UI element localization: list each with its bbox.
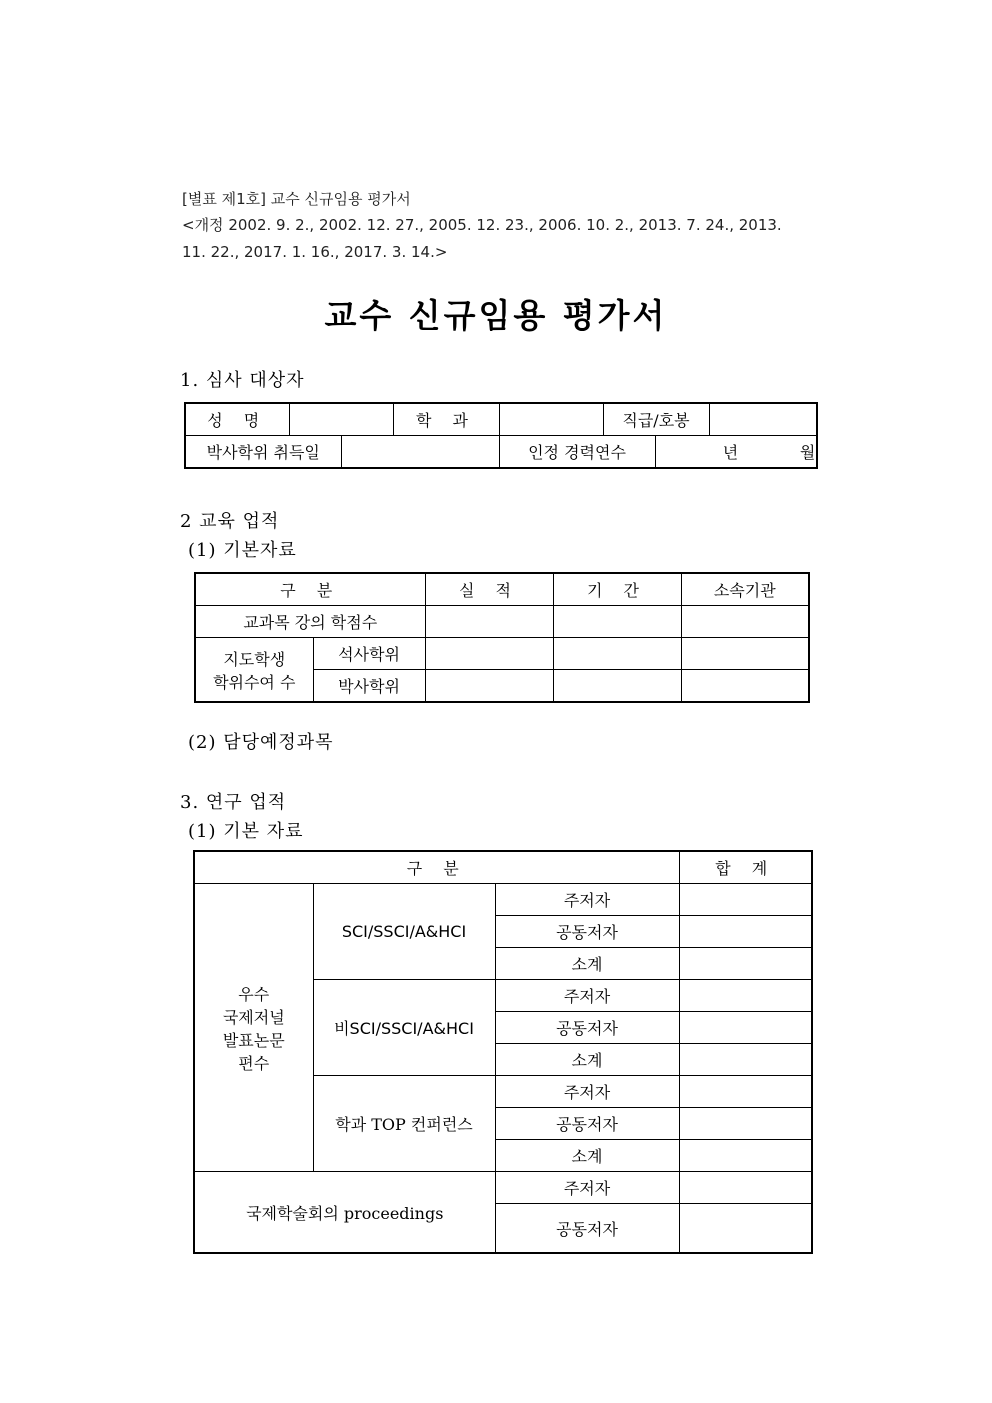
top-conference-label: 학과 TOP 컨퍼런스 xyxy=(313,1076,495,1172)
sci-co-author-label: 공동저자 xyxy=(495,916,679,948)
master-period-cell[interactable] xyxy=(553,638,681,670)
journal-group-label xyxy=(194,884,313,1172)
journal-group-line3: 발표논문 xyxy=(222,1030,285,1050)
career-years-label: 인정 경력연수 xyxy=(499,436,655,469)
dept-field[interactable] xyxy=(499,403,603,436)
credits-result-cell[interactable] xyxy=(425,606,553,638)
non-sci-subtotal-total[interactable] xyxy=(679,1044,812,1076)
sci-subtotal-label: 소계 xyxy=(495,948,679,980)
journal-group-line2: 국제저널 xyxy=(222,1007,285,1027)
journal-group-line4: 편수 xyxy=(238,1053,270,1073)
page-title: 교수 신규임용 평가서 xyxy=(324,296,668,335)
section3-sub1: (1) 기본 자료 xyxy=(188,821,304,842)
non-sci-main-author-label: 주저자 xyxy=(495,980,679,1012)
month-unit: 월 xyxy=(799,443,816,462)
guidance-label-line1: 지도학생 xyxy=(223,649,286,669)
revision-history-line1: <개정 2002. 9. 2., 2002. 12. 27., 2005. 12. 23., 2006. 10. 2., 2013. 7. 24., 2013. xyxy=(182,216,782,234)
research-table xyxy=(193,850,813,1254)
research-col-total: 합 계 xyxy=(679,851,812,884)
name-label: 성 명 xyxy=(185,403,289,436)
row-guidance-label xyxy=(195,638,313,703)
non-sci-main-author-total[interactable] xyxy=(679,980,812,1012)
section2-sub2: (2) 담당예정과목 xyxy=(188,732,334,753)
top-subtotal-total[interactable] xyxy=(679,1140,812,1172)
master-org-cell[interactable] xyxy=(681,638,809,670)
year-unit: 년 xyxy=(722,443,739,462)
phd-date-label: 박사학위 취득일 xyxy=(185,436,341,469)
proceedings-co-author-total[interactable] xyxy=(679,1204,812,1254)
sci-main-author-total[interactable] xyxy=(679,884,812,916)
journal-group-line1: 우수 xyxy=(238,984,270,1004)
credits-org-cell[interactable] xyxy=(681,606,809,638)
teaching-col-period: 기 간 xyxy=(553,573,681,606)
row-doctor-label: 박사학위 xyxy=(313,670,425,703)
row-master-label: 석사학위 xyxy=(313,638,425,670)
guidance-label-line2: 학위수여 수 xyxy=(213,672,296,692)
non-sci-label: 비SCI/SSCI/A&HCI xyxy=(313,980,495,1076)
credits-period-cell[interactable] xyxy=(553,606,681,638)
career-years-field[interactable] xyxy=(655,436,817,469)
name-field[interactable] xyxy=(289,403,393,436)
top-co-author-label: 공동저자 xyxy=(495,1108,679,1140)
top-main-author-label: 주저자 xyxy=(495,1076,679,1108)
rank-label: 직급/호봉 xyxy=(603,403,709,436)
teaching-col-result: 실 적 xyxy=(425,573,553,606)
section2-sub1: (1) 기본자료 xyxy=(188,540,297,561)
section2-heading: 2 교육 업적 xyxy=(180,511,280,532)
proceedings-co-author-label: 공동저자 xyxy=(495,1204,679,1254)
section3-heading: 3. 연구 업적 xyxy=(180,792,287,813)
doctor-period-cell[interactable] xyxy=(553,670,681,703)
master-result-cell[interactable] xyxy=(425,638,553,670)
proceedings-label: 국제학술회의 proceedings xyxy=(194,1172,495,1254)
doctor-result-cell[interactable] xyxy=(425,670,553,703)
top-co-author-total[interactable] xyxy=(679,1108,812,1140)
top-subtotal-label: 소계 xyxy=(495,1140,679,1172)
proceedings-main-author-label: 주저자 xyxy=(495,1172,679,1204)
section1-heading: 1. 심사 대상자 xyxy=(180,370,305,391)
non-sci-subtotal-label: 소계 xyxy=(495,1044,679,1076)
sci-co-author-total[interactable] xyxy=(679,916,812,948)
proceedings-main-author-total[interactable] xyxy=(679,1172,812,1204)
rank-field[interactable] xyxy=(709,403,817,436)
teaching-col-org: 소속기관 xyxy=(681,573,809,606)
top-main-author-total[interactable] xyxy=(679,1076,812,1108)
candidate-table xyxy=(184,402,818,469)
teaching-col-category: 구 분 xyxy=(195,573,425,606)
non-sci-co-author-label: 공동저자 xyxy=(495,1012,679,1044)
sci-subtotal-total[interactable] xyxy=(679,948,812,980)
research-col-category: 구 분 xyxy=(194,851,679,884)
row-credits-label: 교과목 강의 학점수 xyxy=(195,606,425,638)
dept-label: 학 과 xyxy=(393,403,499,436)
sci-main-author-label: 주저자 xyxy=(495,884,679,916)
form-number: [별표 제1호] 교수 신규임용 평가서 xyxy=(182,190,411,208)
revision-history-line2: 11. 22., 2017. 1. 16., 2017. 3. 14.> xyxy=(182,243,448,261)
non-sci-co-author-total[interactable] xyxy=(679,1012,812,1044)
phd-date-field[interactable] xyxy=(341,436,499,469)
teaching-table xyxy=(194,572,810,703)
doctor-org-cell[interactable] xyxy=(681,670,809,703)
sci-label: SCI/SSCI/A&HCI xyxy=(313,884,495,980)
